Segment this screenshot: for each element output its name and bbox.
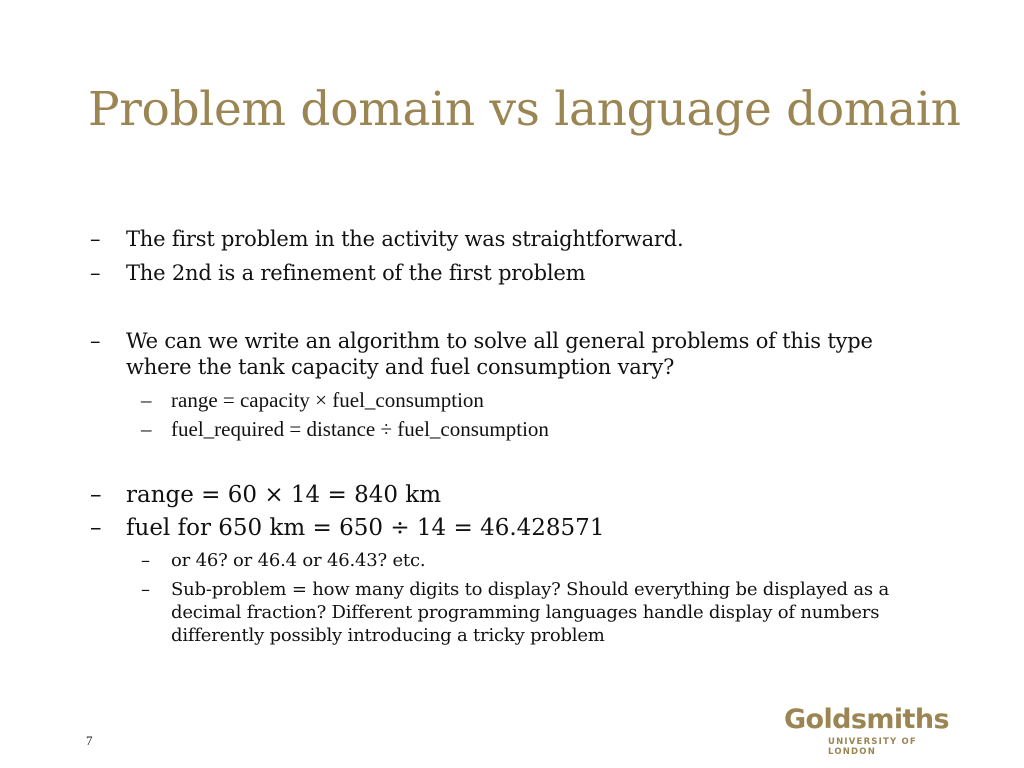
bullet-dash: –	[90, 227, 101, 251]
bullet-item	[90, 260, 916, 286]
bullet-text: We can we write an algorithm to solve all general problems of this type where the tank capacity and fuel consumption vary?	[126, 329, 873, 379]
bullet-text: or 46? or 46.4 or 46.43? etc.	[171, 550, 426, 571]
sub-bullet-item	[141, 417, 891, 441]
bullet-dash: –	[90, 261, 101, 285]
sub-bullet-item	[141, 549, 891, 572]
bullet-dash: –	[141, 550, 150, 571]
bullet-text: The first problem in the activity was straightforward.	[126, 227, 684, 251]
bullet-text: range = capacity × fuel_consumption	[171, 388, 484, 412]
bullet-item	[90, 480, 916, 510]
bullet-dash: –	[141, 417, 152, 441]
bullet-text: range = 60 × 14 = 840 km	[126, 482, 442, 508]
bullet-dash: –	[90, 515, 102, 541]
bullet-item	[90, 328, 916, 380]
sub-bullet-item	[141, 578, 891, 647]
bullet-dash: –	[90, 482, 102, 508]
bullet-item	[90, 226, 916, 252]
bullet-text: fuel for 650 km = 650 ÷ 14 = 46.428571	[126, 515, 605, 541]
page-number: 7	[86, 733, 93, 748]
slide-title: Problem domain vs language domain	[88, 82, 961, 137]
bullet-item	[90, 513, 916, 543]
bullet-text: Sub-problem = how many digits to display? Should everything be displayed as a decimal fraction? Different programming languages handle display of numbers differently possibly introducing a tricky problem	[171, 579, 890, 646]
sub-bullet-item	[141, 388, 891, 412]
bullet-dash: –	[141, 388, 152, 412]
logo-subtitle: UNIVERSITY OF LONDON	[828, 737, 917, 757]
bullet-text: The 2nd is a refinement of the first problem	[126, 261, 586, 285]
goldsmiths-logo	[784, 704, 952, 757]
bullet-dash: –	[90, 329, 101, 353]
logo-wordmark: Goldsmiths	[784, 704, 949, 735]
bullet-text: fuel_required = distance ÷ fuel_consumption	[171, 417, 549, 441]
bullet-dash: –	[141, 579, 150, 600]
